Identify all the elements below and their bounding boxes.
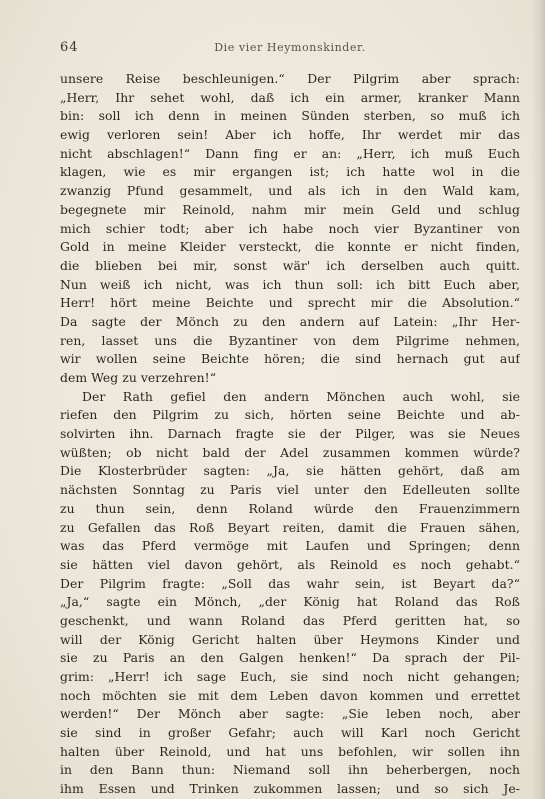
text-line: zu thun sein, denn Roland würde den Frauenzimmern xyxy=(60,500,520,516)
text-line: mich schier todt; aber ich habe noch vier Byzantiner von xyxy=(60,220,520,236)
text-line: halten über Reinold, und hat uns befohlen, wir sollen ihn xyxy=(60,743,520,759)
text-line: in den Bann thun: Niemand soll ihn beherbergen, noch xyxy=(60,762,520,778)
page-number: 64 xyxy=(60,40,79,55)
text-line: wüßten; ob nicht bald der Adel zusammen kommen würde? xyxy=(60,444,520,460)
text-line: sie zu Paris an den Galgen henken!“ Da sprach der Pil- xyxy=(60,650,520,666)
text-line: Die Klosterbrüder sagten: „Ja, sie hätten gehört, daß am xyxy=(60,463,520,479)
text-line: noch möchten sie mit dem Leben davon kommen und errettet xyxy=(60,687,520,703)
text-line: nicht abschlagen!“ Dann fing er an: „Herr, ich muß Euch xyxy=(60,145,520,161)
text-line: zwanzig Pfund gesammelt, und als ich in den Wald kam, xyxy=(60,183,520,199)
text-line: die blieben bei mir, sonst wär' ich derselben auch quitt. xyxy=(60,257,520,273)
text-line: Nun weiß ich nicht, was ich thun soll: ich bitt Euch aber, xyxy=(60,276,520,292)
text-line: Herr! hört meine Beichte und sprecht mir die Absolution.“ xyxy=(60,295,520,311)
text-line: „Herr, Ihr sehet wohl, daß ich ein armer, kranker Mann xyxy=(60,89,520,105)
running-title: Die vier Heymonskinder. xyxy=(214,41,366,54)
text-line: begegnete mir Reinold, nahm mir mein Geld und schlug xyxy=(60,201,520,217)
text-line: geschenkt, und wann Roland das Pferd geritten hat, so xyxy=(60,612,520,628)
text-line: zu Gefallen das Roß Beyart reiten, damit die Frauen sähen, xyxy=(60,519,520,535)
text-line: bin: soll ich denn in meinen Sünden sterben, so muß ich xyxy=(60,108,520,124)
text-line: ren, lasset uns die Byzantiner von dem Pilgrime nehmen, xyxy=(60,332,520,348)
text-line: „Ja,“ sagte ein Mönch, „der König hat Roland das Roß xyxy=(60,594,520,610)
text-line: unsere Reise beschleunigen.“ Der Pilgrim aber sprach: xyxy=(60,71,520,86)
body-text xyxy=(60,70,520,799)
text-line: Der Pilgrim fragte: „Soll das wahr sein, ist Beyart da?“ xyxy=(60,575,520,591)
text-line: wir wollen seine Beichte hören; die sind hernach gut auf xyxy=(60,351,520,367)
text-line: ihm Essen und Trinken zukommen lassen; und so sich Je- xyxy=(60,781,520,797)
page-header xyxy=(60,40,520,58)
text-line: Da sagte der Mönch zu den andern auf Latein: „Ihr Her- xyxy=(60,313,520,329)
text-line: werden!“ Der Mönch aber sagte: „Sie leben noch, aber xyxy=(60,706,520,722)
text-line: was das Pferd vermöge mit Laufen und Springen; denn xyxy=(60,538,520,554)
text-line: will der König Gericht halten über Heymons Kinder und xyxy=(60,631,520,647)
text-line: ewig verloren sein! Aber ich hoffe, Ihr werdet mir das xyxy=(60,127,520,143)
text-line: riefen den Pilgrim zu sich, hörten seine Beichte und ab- xyxy=(60,407,520,423)
text-line: nächsten Sonntag zu Paris viel unter den Edelleuten sollte xyxy=(60,482,520,498)
text-line: sie sind in großer Gefahr; auch will Karl noch Gericht xyxy=(60,725,520,741)
text-line: sie hätten viel davon gehört, als Reinold es noch gehabt.“ xyxy=(60,556,520,572)
text-line: Gold in meine Kleider versteckt, die konnte er nicht finden, xyxy=(60,239,520,255)
text-line: Der Rath gefiel den andern Mönchen auch wohl, sie xyxy=(82,388,520,404)
text-line: grim: „Herr! ich sage Euch, sie sind noch nicht gehangen; xyxy=(60,669,520,684)
text-line: solvirten ihn. Darnach fragte sie der Pilger, was sie Neues xyxy=(60,426,520,442)
page-edge-shadow xyxy=(531,0,545,799)
text-line: klagen, wie es mir ergangen ist; ich hatte wol in die xyxy=(60,164,520,180)
text-line: dem Weg zu verzehren!“ xyxy=(60,370,217,385)
